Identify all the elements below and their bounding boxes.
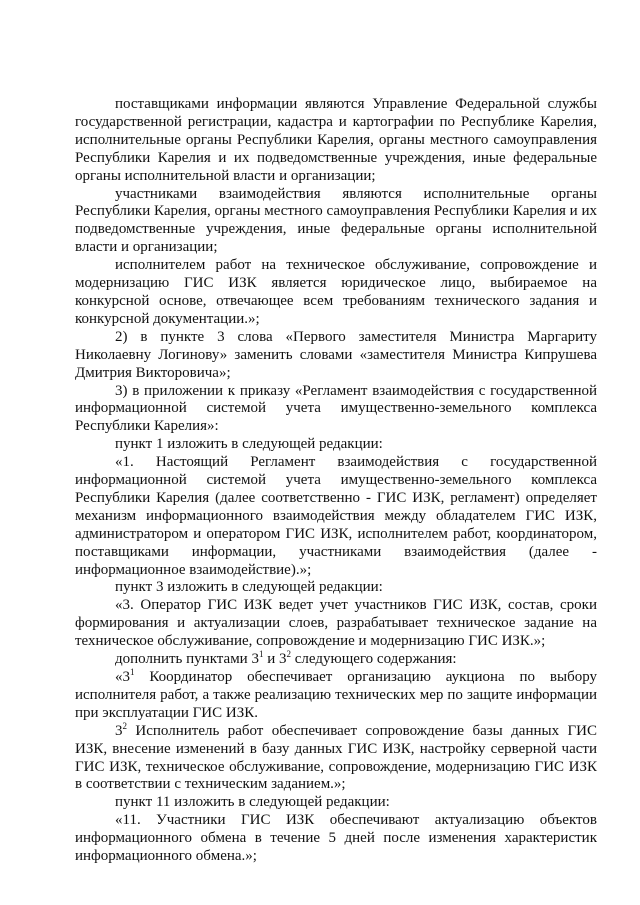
paragraph-point-1-text: «1. Настоящий Регламент взаимодействия с государственной информационной системой учета имущественно-земельного комплекса Республики Карелия (далее соответственно - ГИС ИЗК, регламент) определяет механизм информационного взаимодействия между обладателем ГИС ИЗК, администратором и оператором ГИС ИЗК, исполнителем работ, координатором, поставщиками информации, участниками взаимодействия (далее - информационное взаимодействие).»; [75,454,597,578]
paragraph-works-contractor: исполнителем работ на техническое обслуживание, сопровождение и модернизацию ГИС ИЗК является юридическое лицо, выбираемое на конкурсной основе, отвечающее всем требованиям технического задания и конкурсной документации.»; [75,257,597,327]
paragraph-point-1-intro: пункт 1 изложить в следующей редакции: [115,436,383,453]
paragraph-point-3-2 [75,720,597,795]
paragraph-information-suppliers: поставщиками информации являются Управление Федеральной службы государственной регистрации, кадастра и картографии по Республике Карелия, исполнительные органы Республики Карелия, органы местного самоуправления Республики Карелия и их подведомственные учреждения, иные федеральные органы исполнительной власти и организации; [75,96,597,184]
paragraph-item-2: 2) в пункте 3 слова «Первого заместителя Министра Маргариту Николаевну Логинову» заменить словами «заместителя Министра Кипрушева Дмитрия Викторовича»; [75,328,597,381]
paragraph-point-3-intro: пункт 3 изложить в следующей редакции: [115,579,383,596]
point-3-1-text: Координатор обеспечивает организацию аукциона по выбору исполнителя работ, а также реализацию технических мер по защите информации при эксплуатации ГИС ИЗК. [75,669,597,721]
superscript-2: 2 [286,649,291,660]
point-3-2-text: Исполнитель работ обеспечивает сопровождение базы данных ГИС ИЗК, внесение изменений в базу данных ГИС ИЗК, настройку серверной части ГИС ИЗК, техническое обслуживание, сопровождение, модернизацию ГИС ИЗК в соответствии с техническим заданием.»; [75,722,597,793]
supplement-intro-after: следующего содержания: [291,651,457,668]
supplement-intro-before: дополнить пунктами 3 [115,651,259,668]
paragraph-item-3: 3) в приложении к приказу «Регламент взаимодействия с государственной информационной системой учета имущественно-земельного комплекса Республики Карелия»: [75,382,597,435]
point-3-1-number: «3 [115,669,130,685]
paragraph-point-3-text: «3. Оператор ГИС ИЗК ведет учет участников ГИС ИЗК, состав, сроки формирования и актуализации слоев, разрабатывает техническое задание на техническое обслуживание, сопровождение и модернизацию ГИС ИЗК.»; [75,597,597,650]
superscript-1: 1 [258,649,264,660]
paragraph-point-3-1 [75,669,597,723]
point-3-2-superscript: 2 [122,720,127,731]
paragraph-point-11-text: «11. Участники ГИС ИЗК обеспечивают актуализацию объектов информационного обмена в течение 5 дней после изменения характеристик информационного обмена.»; [75,812,597,865]
paragraph-interaction-participants: участниками взаимодействия являются исполнительные органы Республики Карелия, органы местного самоуправления Республики Карелия и их подведомственные учреждения, иные федеральные органы исполнительной власти и организации; [75,185,597,256]
supplement-intro-middle: и 3 [263,651,287,668]
paragraph-point-11-intro: пункт 11 изложить в следующей редакции: [115,794,390,811]
document-body [75,96,597,866]
point-3-1-superscript: 1 [130,667,135,677]
paragraph-supplement-intro [75,651,597,669]
point-3-2-number: 3 [115,722,123,739]
